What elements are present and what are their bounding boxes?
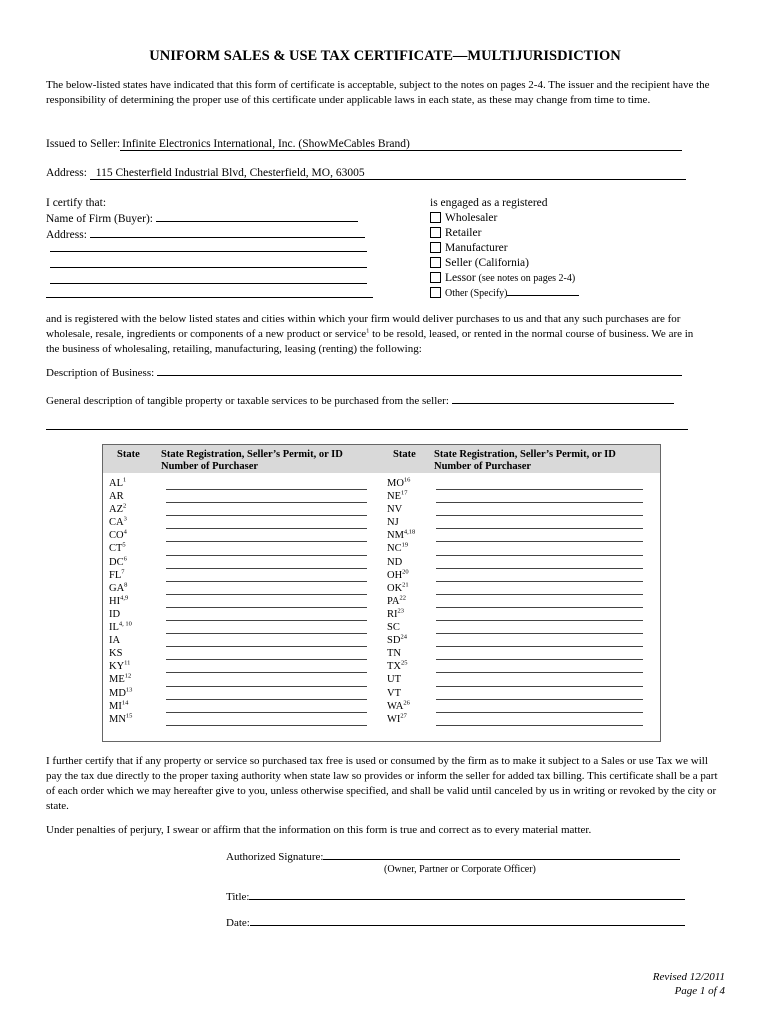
state-code: AL: [109, 478, 123, 489]
state-footnote: 26: [403, 699, 410, 707]
state-footnote: 24: [400, 633, 407, 641]
state-tn: [387, 647, 415, 660]
state-nj: [387, 516, 415, 529]
registration-field-id[interactable]: [166, 608, 367, 621]
manufacturer-checkbox[interactable]: [430, 242, 441, 253]
state-code: NM: [387, 530, 404, 542]
state-code: HI: [109, 595, 121, 607]
left-state-list: [109, 477, 132, 726]
state-header-left: State: [117, 449, 140, 460]
state-il: [109, 621, 132, 634]
wholesaler-label: Wholesaler: [445, 212, 498, 224]
title-field[interactable]: [249, 889, 685, 900]
state-code: OH: [387, 569, 403, 581]
date-row: [226, 915, 685, 929]
registration-field-oh[interactable]: [436, 569, 643, 582]
role-seller-california[interactable]: [430, 256, 579, 271]
state-ks: [109, 647, 132, 660]
registration-field-pa[interactable]: [436, 595, 643, 608]
reg-header-right-line2: Number of Purchaser: [434, 461, 532, 472]
form-title: UNIFORM SALES & USE TAX CERTIFICATE—MULTIJURISDICTION: [149, 48, 621, 64]
reg-header-left-line2: Number of Purchaser: [161, 461, 259, 472]
state-code: AR: [109, 491, 124, 503]
page-number: Page 1 of 4: [674, 985, 725, 997]
role-other[interactable]: [430, 286, 579, 301]
role-wholesaler[interactable]: [430, 211, 579, 226]
state-table: [102, 444, 661, 742]
state-footnote: 19: [401, 541, 409, 549]
state-footnote: 12: [124, 672, 132, 680]
registration-field-ia[interactable]: [166, 634, 367, 647]
buyer-address-label: Address:: [46, 229, 87, 241]
title-row: [226, 889, 685, 903]
state-ne: [387, 490, 415, 503]
registration-field-ks[interactable]: [166, 647, 367, 660]
reg-header-left-line1: State Registration, Seller’s Permit, or ID: [161, 449, 343, 460]
state-vt: [387, 687, 415, 700]
seller-row: [46, 138, 682, 151]
registered-paragraph: [46, 312, 726, 357]
state-nm: [387, 529, 415, 542]
state-mi: [109, 700, 132, 713]
state-footnote: 4: [123, 528, 127, 536]
registration-field-ky[interactable]: [166, 660, 367, 673]
buyer-address-field-4[interactable]: [50, 283, 367, 284]
buyer-name-field[interactable]: [156, 211, 358, 222]
other-checkbox[interactable]: [430, 287, 441, 298]
registration-field-mi[interactable]: [166, 700, 367, 713]
registration-field-ut[interactable]: [436, 673, 643, 686]
state-footnote: 17: [401, 489, 408, 497]
lessor-label: Lessor: [445, 272, 476, 284]
general-row: [46, 393, 674, 407]
description-label: Description of Business:: [46, 367, 155, 379]
seller-california-checkbox[interactable]: [430, 257, 441, 268]
buyer-address-field-3[interactable]: [50, 267, 367, 268]
registration-field-ne[interactable]: [436, 490, 643, 503]
registration-field-il[interactable]: [166, 621, 367, 634]
signature-note: (Owner, Partner or Corporate Officer): [384, 864, 536, 875]
state-footnote: 20: [402, 568, 409, 576]
left-registration-fields: [166, 477, 367, 726]
state-code: MD: [109, 687, 126, 699]
date-field[interactable]: [250, 915, 685, 926]
state-footnote: 1: [123, 476, 127, 484]
registration-field-nv[interactable]: [436, 503, 643, 516]
state-ok: [387, 582, 415, 595]
footer: [653, 970, 725, 998]
registration-field-ga[interactable]: [166, 582, 367, 595]
state-code: NJ: [387, 517, 399, 529]
role-retailer[interactable]: [430, 226, 579, 241]
state-code: WA: [387, 700, 404, 712]
state-code: TX: [387, 661, 401, 673]
general-label: General description of tangible property or taxable services to be purchased from the seller:: [46, 395, 449, 407]
state-code: KY: [109, 661, 125, 673]
address-value: 115 Chesterfield Industrial Blvd, Chesterfield, MO, 63005: [95, 167, 365, 179]
further-certify-paragraph: I further certify that if any property or service so purchased tax free is used or consumed by the firm as to make it subject to a Sales or use Tax we will pay the tax due directly to the proper taxing authority when state law so provides or inform the seller for added tax billing. This certificate shall be a part of each order which we may hereafter give to you, unless otherwise specified, and shall be valid until canceled by us in writing or revoked by the city or state.: [46, 755, 718, 812]
description-field[interactable]: [157, 365, 682, 376]
state-al: [109, 477, 132, 490]
registration-field-ct[interactable]: [166, 542, 367, 555]
state-tx: [387, 660, 415, 673]
registration-field-co[interactable]: [166, 529, 367, 542]
registration-field-ri[interactable]: [436, 608, 643, 621]
address-label: Address:: [46, 167, 87, 179]
registration-field-mo[interactable]: [436, 477, 643, 490]
role-lessor[interactable]: [430, 271, 579, 286]
state-ct: [109, 542, 132, 555]
registration-field-nj[interactable]: [436, 516, 643, 529]
state-code: ME: [109, 674, 125, 686]
state-footnote: 25: [401, 659, 408, 667]
state-code: FL: [109, 569, 122, 581]
state-footnote: 6: [123, 555, 127, 563]
role-section: [430, 196, 579, 301]
state-nc: [387, 542, 415, 555]
registered-line-1: and is registered with the below listed states and cities within which your firm would deliver purchases to us and that any such purchases are for: [46, 313, 681, 325]
state-ia: [109, 634, 132, 647]
state-code: MO: [387, 478, 404, 489]
right-state-list: [387, 477, 415, 726]
state-code: UT: [387, 674, 401, 686]
other-specify-field[interactable]: [507, 286, 579, 296]
state-code: WI: [387, 713, 401, 725]
general-field[interactable]: [452, 393, 674, 404]
state-footnote: 15: [125, 712, 133, 720]
role-manufacturer[interactable]: [430, 241, 579, 256]
registration-field-nd[interactable]: [436, 556, 643, 569]
state-code: NE: [387, 491, 401, 503]
state-code: MI: [109, 700, 122, 712]
registration-field-ca[interactable]: [166, 516, 367, 529]
state-footnote: 5: [122, 541, 126, 549]
state-footnote: 14: [121, 699, 129, 707]
state-pa: [387, 595, 415, 608]
state-code: OK: [387, 582, 403, 594]
signature-label: Authorized Signature:: [226, 851, 324, 863]
state-mo: [387, 477, 415, 490]
state-footnote: 13: [125, 686, 133, 693]
state-footnote: 8: [124, 581, 128, 589]
manufacturer-label: Manufacturer: [445, 242, 508, 254]
registration-field-hi[interactable]: [166, 595, 367, 608]
state-sd: [387, 634, 415, 647]
state-footnote: 4,18: [403, 528, 416, 536]
buyer-block: [46, 196, 365, 243]
title-label: Title:: [226, 891, 250, 903]
state-footnote: 7: [121, 568, 125, 576]
state-ri: [387, 608, 415, 621]
state-code: NV: [387, 504, 403, 516]
state-code: GA: [109, 582, 125, 594]
seller-field[interactable]: [120, 138, 682, 151]
state-code: SC: [387, 622, 400, 634]
state-code: ND: [387, 556, 403, 568]
state-code: PA: [387, 595, 400, 607]
state-co: [109, 529, 132, 542]
state-code: CT: [109, 543, 123, 555]
state-nv: [387, 503, 415, 516]
reg-header-left: [161, 449, 343, 473]
registration-field-ok[interactable]: [436, 582, 643, 595]
registration-field-dc[interactable]: [166, 556, 367, 569]
state-footnote: 11: [124, 659, 131, 667]
state-fl: [109, 569, 132, 582]
state-code: CA: [109, 517, 124, 529]
state-code: KS: [109, 648, 123, 660]
state-footnote: 16: [403, 476, 411, 484]
state-footnote: 4,9: [120, 594, 129, 602]
registration-field-md[interactable]: [166, 687, 367, 700]
registered-line-3: the business of wholesaling, retailing, manufacturing, leasing (renting) the following:: [46, 343, 422, 355]
lessor-checkbox[interactable]: [430, 272, 441, 283]
state-hi: [109, 595, 132, 608]
state-footnote: 3: [123, 515, 127, 523]
registered-line-2a: wholesale, resale, ingredients or components of a new product or service: [46, 328, 367, 340]
state-footnote: 23: [397, 607, 404, 615]
registration-field-sc[interactable]: [436, 621, 643, 634]
state-footnote: 22: [399, 594, 406, 602]
registration-field-al[interactable]: [166, 477, 367, 490]
signature-row: [226, 849, 680, 863]
state-sc: [387, 621, 415, 634]
state-code: TN: [387, 648, 401, 660]
right-registration-fields: [436, 477, 643, 726]
state-header-right: State: [393, 449, 416, 460]
registration-field-fl[interactable]: [166, 569, 367, 582]
state-code: CO: [109, 530, 124, 542]
state-footnote: 4, 10: [118, 620, 132, 628]
state-code: RI: [387, 608, 398, 620]
state-ar: [109, 490, 132, 503]
state-mn: [109, 713, 132, 726]
registration-field-ar[interactable]: [166, 490, 367, 503]
registration-field-vt[interactable]: [436, 687, 643, 700]
revision-date: Revised 12/2011: [652, 971, 725, 983]
registration-field-nc[interactable]: [436, 542, 643, 555]
buyer-name-label: Name of Firm (Buyer):: [46, 213, 153, 225]
buyer-address-field-1[interactable]: [90, 227, 365, 238]
registered-line-2b: to be resold, leased, or rented in the normal course of business. We are in: [369, 328, 694, 340]
state-code: NC: [387, 543, 402, 555]
registration-field-sd[interactable]: [436, 634, 643, 647]
address-field[interactable]: [90, 167, 686, 180]
retailer-checkbox[interactable]: [430, 227, 441, 238]
state-md: [109, 687, 132, 700]
certify-text: I certify that:: [46, 197, 107, 209]
signature-field[interactable]: [323, 849, 680, 860]
description-row: [46, 365, 682, 379]
intro-paragraph: The below-listed states have indicated that this form of certificate is acceptable, subject to the notes on pages 2-4. The issuer and the recipient have the responsibility of determining the proper use of this certificate under applicable laws in each state, as these may change from time to time.: [46, 79, 710, 106]
state-ca: [109, 516, 132, 529]
state-dc: [109, 556, 132, 569]
general-field-2[interactable]: [46, 429, 688, 430]
state-code: MN: [109, 713, 126, 725]
wholesaler-checkbox[interactable]: [430, 212, 441, 223]
state-ut: [387, 673, 415, 686]
seller-california-label: Seller (California): [445, 257, 529, 269]
state-footnote: 2: [123, 502, 127, 510]
state-wa: [387, 700, 415, 713]
registration-field-me[interactable]: [166, 673, 367, 686]
state-code: AZ: [109, 504, 123, 516]
state-code: ID: [109, 608, 121, 620]
seller-value: Infinite Electronics International, Inc. (ShowMeCables Brand): [122, 138, 410, 150]
state-ga: [109, 582, 132, 595]
registered-footnote: 1: [366, 327, 370, 335]
registration-field-tn[interactable]: [436, 647, 643, 660]
state-code: DC: [109, 556, 124, 568]
state-footnote: 27: [400, 712, 407, 720]
state-me: [109, 673, 132, 686]
buyer-address-field-5[interactable]: [46, 297, 373, 298]
state-code: SD: [387, 635, 401, 647]
reg-header-right-line1: State Registration, Seller’s Permit, or ID: [434, 449, 616, 460]
state-id: [109, 608, 132, 621]
other-label: Other (Specify): [445, 288, 508, 299]
reg-header-right: [434, 449, 616, 473]
registration-field-tx[interactable]: [436, 660, 643, 673]
retailer-label: Retailer: [445, 227, 482, 239]
state-oh: [387, 569, 415, 582]
registration-field-mn[interactable]: [166, 713, 367, 726]
registration-field-wa[interactable]: [436, 700, 643, 713]
state-code: VT: [387, 687, 401, 699]
address-row: [46, 167, 686, 180]
state-code: IL: [109, 622, 119, 634]
state-code: IA: [109, 635, 121, 647]
state-az: [109, 503, 132, 516]
buyer-address-field-2[interactable]: [50, 251, 367, 252]
state-ky: [109, 660, 132, 673]
state-nd: [387, 556, 415, 569]
lessor-note: (see notes on pages 2-4): [478, 273, 576, 284]
registration-field-nm[interactable]: [436, 529, 643, 542]
state-wi: [387, 713, 415, 726]
role-heading: is engaged as a registered: [430, 197, 548, 209]
state-footnote: 21: [402, 581, 409, 589]
registration-field-az[interactable]: [166, 503, 367, 516]
seller-label: Issued to Seller:: [46, 138, 121, 150]
registration-field-wi[interactable]: [436, 713, 643, 726]
perjury-statement: Under penalties of perjury, I swear or affirm that the information on this form is true and correct as to every material matter.: [46, 824, 592, 836]
date-label: Date:: [226, 917, 250, 929]
